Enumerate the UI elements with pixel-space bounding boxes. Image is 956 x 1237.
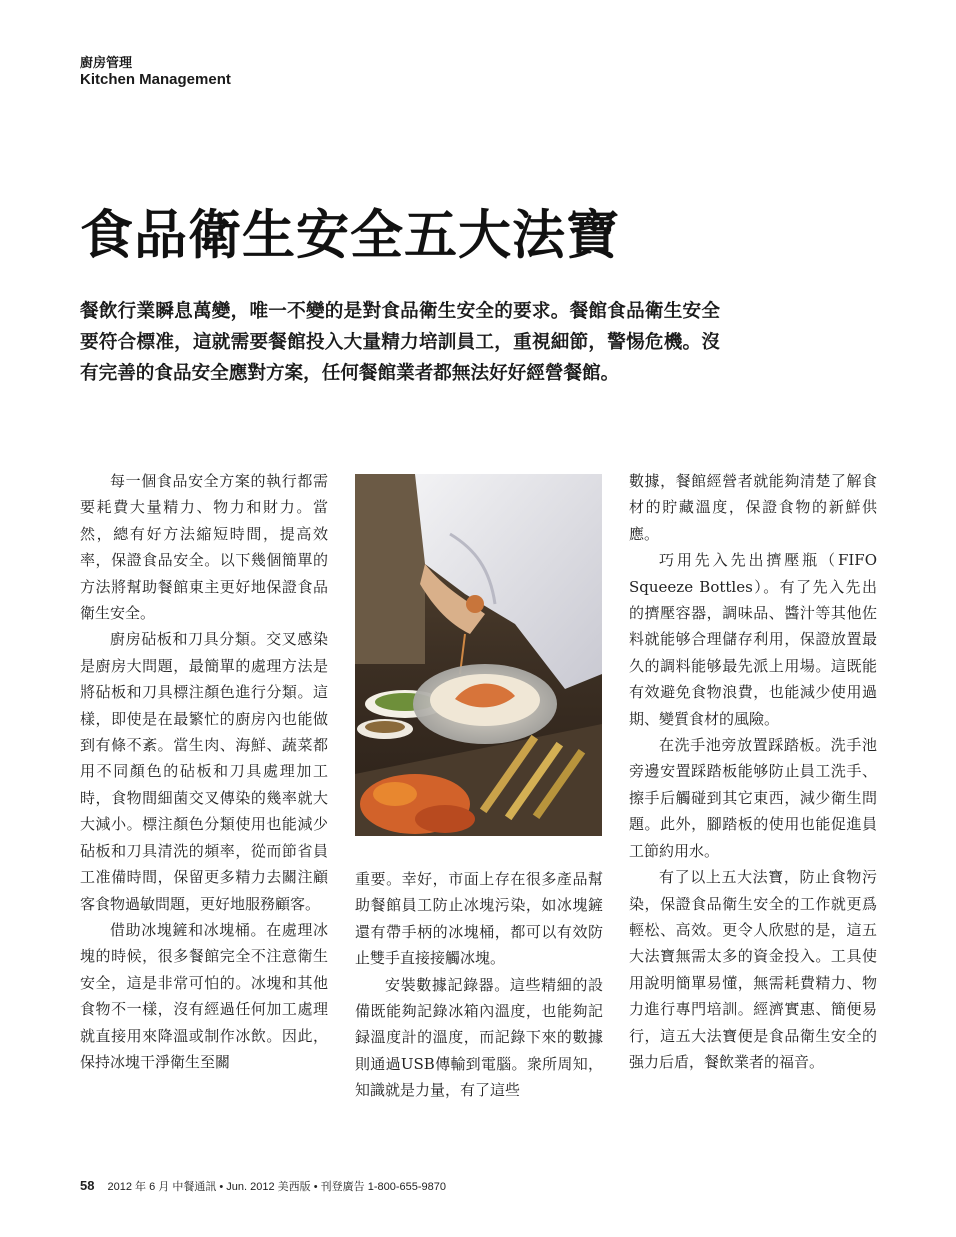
paragraph: 廚房砧板和刀具分類。交叉感染是廚房大問題，最簡單的處理方法是將砧板和刀具標注顏色進行分類。這樣，即使是在最繁忙的廚房內也能做到有條不紊。當生肉、海鮮、蔬菜都用不同顏色的砧板和刀具處理加工時，食物間細菌交叉傳染的幾率就大大減小。標注顏色分類使用也能減少砧板和刀具清洗的頻率，從而節省員工准備時間，保留更多精力去關注顧客食物過敏問題，更好地服務顧客。 [80, 630, 328, 913]
paragraph: 有了以上五大法寶，防止食物污染，保證食品衛生安全的工作就更爲輕松、高效。更令人欣慰的是，這五大法寶無需太多的資金投入。工具使用說明簡單易懂，無需耗費精力、物力進行專門培訓。經濟實惠、簡便易行，這五大法寶便是食品衛生安全的强力后盾，餐飲業者的福音。 [629, 868, 877, 1071]
section-label-zh: 廚房管理 [80, 56, 133, 71]
body-column-1 [80, 468, 328, 1075]
article-lead: 餐飲行業瞬息萬變，唯一不變的是對食品衛生安全的要求。餐館食品衛生安全要符合標准，這就需要餐館投入大量精力培訓員工，重視細節，警惕危機。沒有完善的食品安全應對方案，任何餐館業者都無法好好經營餐館。 [80, 301, 720, 384]
article-title: 食品衛生安全五大法寶 [80, 204, 620, 266]
section-label-en: Kitchen Management [80, 71, 231, 88]
chef-photo [355, 474, 602, 836]
chef-garnishing-dish-photo-icon [355, 474, 602, 836]
paragraph: 數據，餐館經營者就能夠清楚了解食材的貯藏溫度，保證食物的新鮮供應。 [629, 472, 877, 543]
page-footer [80, 1178, 446, 1194]
paragraph: 巧用先入先出擠壓瓶（FIFO Squeeze Bottles）。有了先入先出的擠壓容器，調味品、醬汁等其他佐料就能够合理儲存利用，保證放置最久的調料能够最先派上用場。這既能有效避免食物浪費，也能減少使用過期、變質食材的風險。 [629, 551, 877, 728]
issue-info: 2012 年 6 月 中餐通訊 • Jun. 2012 美西版 • 刊登廣告 1-800-655-9870 [107, 1181, 446, 1193]
paragraph: 在洗手池旁放置踩踏板。洗手池旁邊安置踩踏板能够防止員工洗手、擦手后觸碰到其它東西，減少衛生問題。此外，腳踏板的使用也能促進員工節約用水。 [629, 736, 877, 860]
paragraph: 每一個食品安全方案的執行都需要耗費大量精力、物力和財力。當然，總有好方法縮短時間，提高效率，保證食品安全。以下幾個簡單的方法將幫助餐館東主更好地保證食品衛生安全。 [80, 472, 328, 623]
paragraph: 重要。幸好，市面上存在很多產品幫助餐館員工防止冰塊污染，如冰塊鏟還有帶手柄的冰塊桶，都可以有效防止雙手直接接觸冰塊。 [355, 870, 603, 968]
body-column-3 [629, 468, 877, 1075]
page-number: 58 [80, 1178, 95, 1193]
paragraph: 安裝數據記錄器。這些精細的設備既能夠記錄冰箱內溫度，也能夠記録溫度計的溫度，而記錄下來的數據則通過USB傳輸到電腦。衆所周知，知識就是力量，有了這些 [355, 975, 603, 1100]
paragraph: 借助冰塊鏟和冰塊桶。在處理冰塊的時候，很多餐館完全不注意衛生安全，這是非常可怕的。冰塊和其他食物不一樣，沒有經過任何加工處理就直接用來降溫或制作冰飲。因此，保持冰塊干淨衛生至關 [80, 920, 328, 1071]
body-column-2 [355, 866, 603, 1104]
